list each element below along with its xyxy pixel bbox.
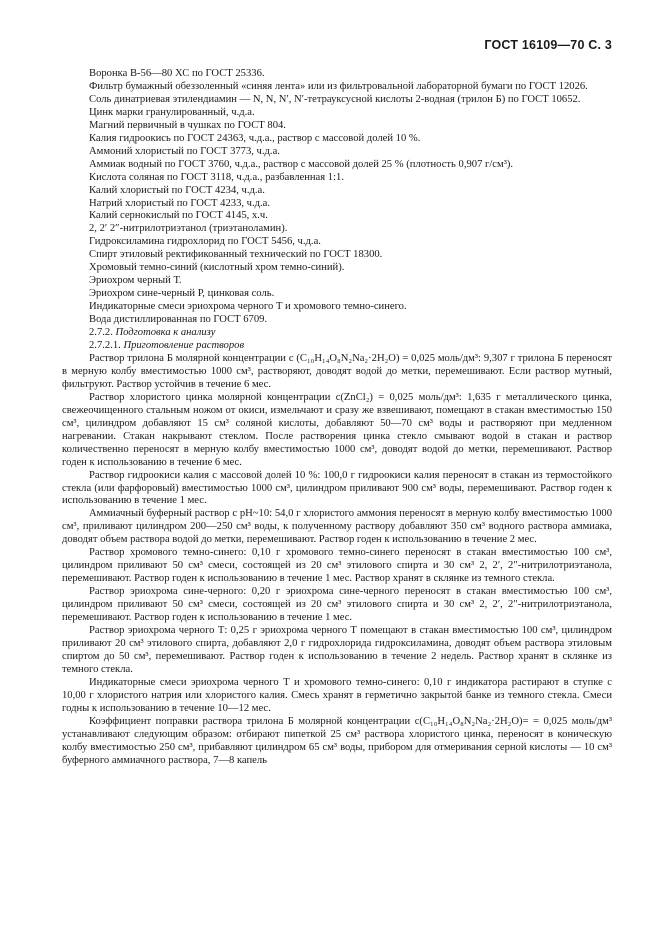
text-line: Эриохром сине-черный Р, цинковая соль. bbox=[89, 288, 275, 300]
text-line: Спирт этиловый ректификованный технический по ГОСТ 18300. bbox=[89, 249, 383, 261]
text-line: Аммиак водный по ГОСТ 3760, ч.д.а., раствор с массовой долей 25 % (плотность 0,907 г/см³). bbox=[89, 158, 514, 170]
text-line: 2, 2′ 2″-нитрилотриэтанол (триэтаноламин). bbox=[89, 223, 288, 235]
document-body bbox=[62, 68, 612, 767]
text-line: Магний первичный в чушках по ГОСТ 804. bbox=[89, 119, 286, 131]
paragraph-eriochrome-blue-black: Раствор эриохрома сине-черного: 0,20 г эриохрома сине-черного переносят в стакан вместимостью 100 см³, цилиндром приливают 50 см³ смеси, состоящей из 20 см³ этилового спирта и 30 см³ 2, 2′, 2″-нитрилотриэтанола, перемешивают. Раствор годен к использованию в течение 1 мес. bbox=[62, 586, 612, 624]
section-number: 2.7.2. bbox=[89, 327, 113, 339]
text-line: Соль динатриевая этилендиамин — N, N, N′, N′-тетрауксусной кислоты 2-водная (трилон Б) по ГОСТ 10652. bbox=[89, 93, 581, 105]
section-heading bbox=[62, 327, 612, 340]
text-line: Калий хлористый по ГОСТ 4234, ч.д.а. bbox=[89, 184, 265, 196]
paragraph-eriochrome-black-t: Раствор эриохрома черного Т: 0,25 г эриохрома черного Т помещают в стакан вместимостью 100 см³, цилиндром приливают 20 см³ этилового спирта, добавляют 2,0 г гидрохлорида гидроксиламина, доводят объем раствора этиловым спиртом до 50 см³, перемешивают. Раствор годен к использованию в течение 2 недель. Раствор хранят в склянке из темного стекла. bbox=[62, 624, 612, 675]
paragraph-zinc-chloride-solution: Раствор хлористого цинка молярной концентрации c(ZnCl₂) = 0,025 моль/дм³: 1,635 г металлического цинка, свежеочищенного стальным ножом от окиси, измельчают и сразу же взвешивают, помещают в стакан вместимостью 150 см³, цилиндром добавляют 15 см³ соляной кислоты, добавляют 50—70 см³ воды и растворяют при медленном нагревании. Стакан накрывают стеклом. После растворения цинка стекло смывают водой в стакан и раствор количественно переносят в мерную колбу вместимостью 1000 см³, доводят водой до метки, перемешивают. Раствор годен к использованию в течение 6 мес. bbox=[62, 391, 612, 468]
text-line: Гидроксиламина гидрохлорид по ГОСТ 5456, ч.д.а. bbox=[89, 236, 321, 248]
text-line: Вода дистиллированная по ГОСТ 6709. bbox=[89, 314, 268, 326]
section-title: Приготовление растворов bbox=[123, 340, 245, 352]
paragraph-ammonia-buffer: Аммиачный буферный раствор с pH~10: 54,0 г хлористого аммония переносят в мерную колбу вместимостью 1000 см³, приливают цилиндром 200—250 см³ воды, к полученному раствору добавляют 350 см³ водного раствора аммиака, доводят объем раствора водой до метки, перемешивают. Раствор годен к использованию в течение 2 мес. bbox=[62, 508, 612, 546]
page-header: ГОСТ 16109—70 С. 3 bbox=[484, 38, 612, 52]
subsection-heading bbox=[62, 340, 612, 353]
text-line: Хромовый темно-синий (кислотный хром темно-синий). bbox=[89, 262, 345, 274]
paragraph-trilon-solution: Раствор трилона Б молярной концентрации c (C₁₀H₁₄O₈N₂Na₂·2H₂O) = 0,025 моль/дм³: 9,307 г трилона Б переносят в мерную колбу вместимостью 1000 см³, растворяют, доводят водой до метки, перемешивают. Если раствор мутный, фильтруют. Раствор устойчив в течение 6 мес. bbox=[62, 352, 612, 390]
text-line: Калия гидроокись по ГОСТ 24363, ч.д.а., раствор с массовой долей 10 %. bbox=[89, 132, 421, 144]
text-line: Калий сернокислый по ГОСТ 4145, х.ч. bbox=[89, 210, 268, 222]
paragraph-potassium-hydroxide-solution: Раствор гидроокиси калия с массовой долей 10 %: 100,0 г гидроокиси калия переносят в стакан из термостойкого стекла (или фарфоровый) вместимостью 1000 см³, цилиндром приливают 900 см³ воды, перемешивают. Раствор годен к использованию в течение 1 мес. bbox=[62, 469, 612, 507]
text-line: Натрий хлористый по ГОСТ 4233, ч.д.а. bbox=[89, 197, 271, 209]
text-line: Воронка В-56—80 ХС по ГОСТ 25336. bbox=[89, 68, 265, 79]
text-line: Фильтр бумажный обеззоленный «синяя лента» или из фильтровальной лабораторной бумаги по ГОСТ 12026. bbox=[89, 80, 588, 92]
paragraph-indicator-mixtures: Индикаторные смеси эриохрома черного Т и хромового темно-синего: 0,10 г индикатора растирают в ступке с 10,00 г хлористого натрия или хлористого калия. Смесь хранят в герметично закрытой банке из темного стекла. Смеси годны к использованию в течение 10—12 мес. bbox=[62, 676, 612, 714]
text-line: Цинк марки гранулированный, ч.д.а. bbox=[89, 106, 255, 118]
text-line: Аммоний хлористый по ГОСТ 3773, ч.д.а. bbox=[89, 145, 280, 157]
section-title: Подготовка к анализу bbox=[115, 327, 216, 339]
text-line: Индикаторные смеси эриохрома черного Т и хромового темно-синего. bbox=[89, 301, 407, 313]
text-line: Кислота соляная по ГОСТ 3118, ч.д.а., разбавленная 1:1. bbox=[89, 171, 344, 183]
section-number: 2.7.2.1. bbox=[89, 340, 121, 352]
paragraph-correction-factor: Коэффициент поправки раствора трилона Б молярной концентрации c(C₁₀H₁₄O₈N₂Na₂·2H₂O)= = 0,025 моль/дм³ устанавливают следующим образом: отбирают пипеткой 25 см³ раствора хлористого цинка, переносят в коническую колбу вместимостью 250 см³, прибавляют цилиндром 65 см³ воды, прибором для отмеривания серной кислоты — 10 см³ буферного аммиачного раствора, 7—8 капель bbox=[62, 715, 612, 766]
paragraph-chrome-dark-blue: Раствор хромового темно-синего: 0,10 г хромового темно-синего переносят в стакан вместимостью 100 см³, цилиндром приливают 50 см³ смеси, состоящей из 20 см³ этилового спирта и 30 см³ 2, 2′, 2″-нитрилотриэтанола, перемешивают. Раствор годен к использованию в течение 1 мес. Раствор хранят в склянке из темного стекла. bbox=[62, 547, 612, 585]
text-line: Эриохром черный Т. bbox=[89, 275, 182, 287]
